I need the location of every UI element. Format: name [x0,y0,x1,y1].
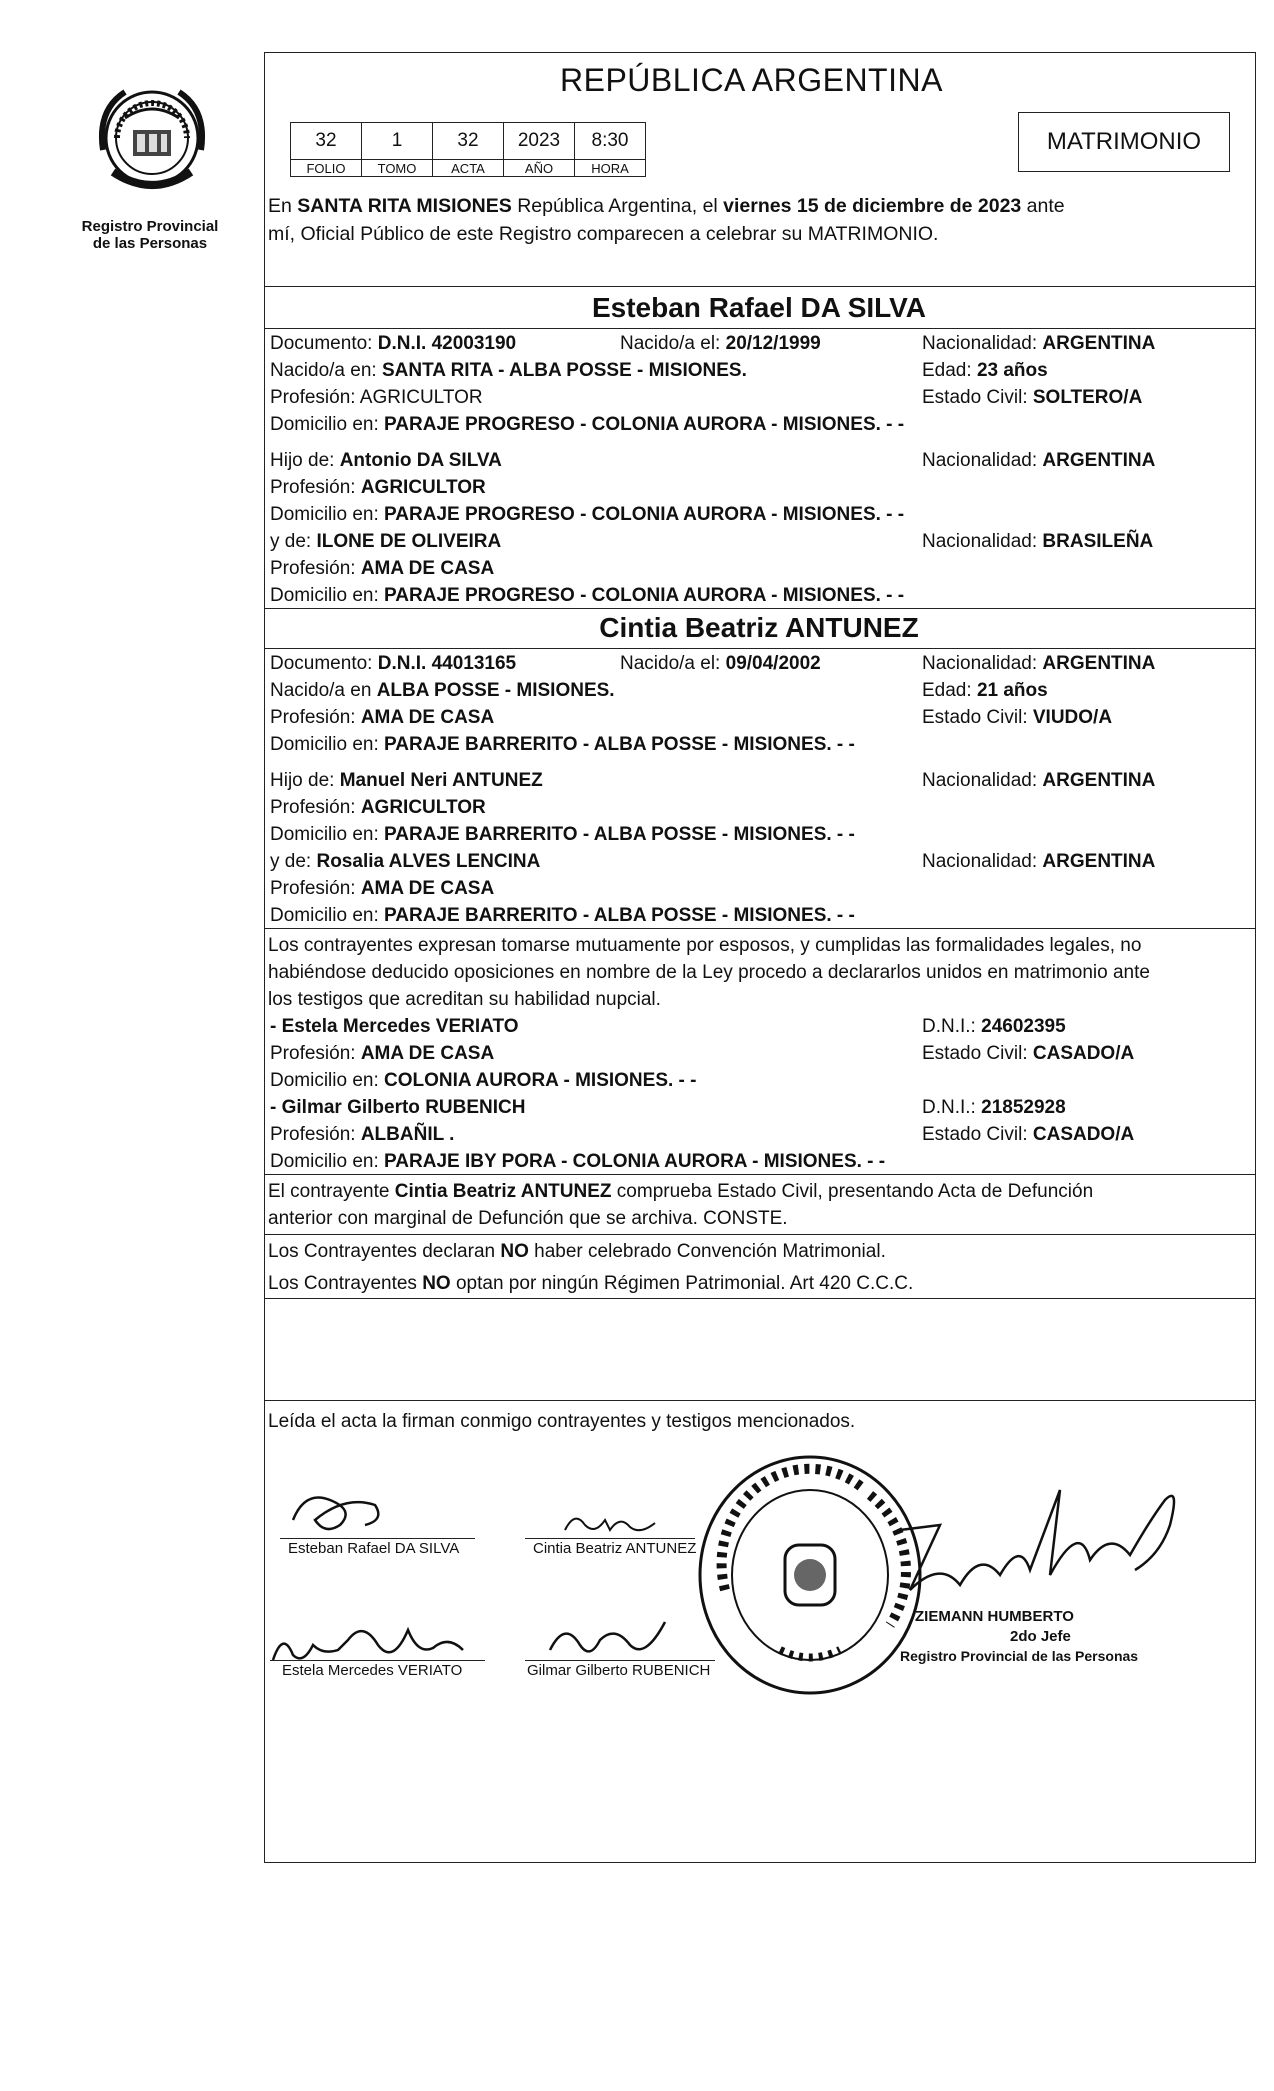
bride-document: Documento: D.N.I. 44013165 [270,653,517,674]
witness1-civil-status: Estado Civil: CASADO/A [922,1043,1135,1064]
anio-label: AÑO [504,160,575,177]
groom-profession: Profesión: AGRICULTOR [270,387,483,408]
witness2-civil-status: Estado Civil: CASADO/A [922,1124,1135,1145]
groom-address: Domicilio en: PARAJE PROGRESO - COLONIA AURORA - MISIONES. - - [270,414,905,435]
officer-name: ZIEMANN HUMBERTO [915,1608,1074,1625]
bride-mother-profession: Profesión: AMA DE CASA [270,878,495,899]
witness1-signature-label: Estela Mercedes VERIATO [282,1662,463,1679]
groom-father: Hijo de: Antonio DA SILVA [270,450,502,471]
registry-caption: Registro Provincial de las Personas [81,218,219,252]
folio-value: 32 [291,123,362,160]
bride-nationality: Nacionalidad: ARGENTINA [922,653,1156,674]
bride-address: Domicilio en: PARAJE BARRERITO - ALBA POSSE - MISIONES. - - [270,734,855,755]
bride-age: Edad: 21 años [922,680,1048,701]
divider [264,1298,1256,1299]
witness2-dni: D.N.I.: 21852928 [922,1097,1066,1118]
officer-signature [880,1480,1190,1620]
anio-value: 2023 [504,123,575,160]
witness2-profession: Profesión: ALBAÑIL . [270,1124,455,1145]
groom-mother-profession: Profesión: AMA DE CASA [270,558,495,579]
bride-father-profession: Profesión: AGRICULTOR [270,797,486,818]
divider [264,1174,1256,1175]
bride-profession: Profesión: AMA DE CASA [270,707,495,728]
bride-birth-date: Nacido/a el: 09/04/2002 [620,653,821,674]
witness1-signature-line [270,1660,485,1661]
witness1-profession: Profesión: AMA DE CASA [270,1043,495,1064]
groom-mother: y de: ILONE DE OLIVEIRA [270,531,502,552]
groom-signature-label: Esteban Rafael DA SILVA [288,1540,460,1557]
divider [264,286,1256,287]
officer-office: Registro Provincial de las Personas [900,1648,1139,1664]
registry-logo [95,80,210,200]
folio-label: FOLIO [291,160,362,177]
groom-name: Esteban Rafael DA SILVA [591,292,926,323]
bride-father-nationality: Nacionalidad: ARGENTINA [922,770,1156,791]
country-title: REPÚBLICA ARGENTINA [560,62,943,98]
groom-father-profession: Profesión: AGRICULTOR [270,477,486,498]
hora-value: 8:30 [575,123,646,160]
witness2-signature [545,1610,675,1665]
witness2-signature-line [525,1660,715,1661]
bride-name: Cintia Beatriz ANTUNEZ [599,612,919,643]
bride-signature-label: Cintia Beatriz ANTUNEZ [533,1540,697,1557]
hora-label: HORA [575,160,646,177]
intro-text: En SANTA RITA MISIONES República Argentina, el viernes 15 de diciembre de 2023 ante mí, Oficial Público de este Registro comparecen a celebrar su MATRIMONIO. [268,195,1065,245]
groom-mother-nationality: Nacionalidad: BRASILEÑA [922,531,1154,552]
witness1-address: Domicilio en: COLONIA AURORA - MISIONES. - - [270,1070,697,1091]
divider [264,928,1256,929]
divider [264,328,1256,329]
groom-father-address: Domicilio en: PARAJE PROGRESO - COLONIA AURORA - MISIONES. - - [270,504,905,525]
bride-mother-nationality: Nacionalidad: ARGENTINA [922,851,1156,872]
groom-mother-address: Domicilio en: PARAJE PROGRESO - COLONIA AURORA - MISIONES. - - [270,585,905,606]
divider [264,1234,1256,1235]
bride-civil-status: Estado Civil: VIUDO/A [922,707,1113,728]
divider [264,1400,1256,1401]
bride-birthplace: Nacido/a en ALBA POSSE - MISIONES. [270,680,615,701]
groom-age: Edad: 23 años [922,360,1048,381]
witness1-dni: D.N.I.: 24602395 [922,1016,1066,1037]
groom-signature-line [280,1538,475,1539]
groom-birthplace: Nacido/a en: SANTA RITA - ALBA POSSE - MISIONES. [270,360,747,381]
witness2-name: - Gilmar Gilberto RUBENICH [270,1097,526,1118]
closing-text: Leída el acta la firman conmigo contrayentes y testigos mencionados. [268,1411,856,1432]
divider [264,608,1256,609]
groom-nationality: Nacionalidad: ARGENTINA [922,333,1156,354]
witness1-signature [268,1610,483,1670]
groom-civil-status: Estado Civil: SOLTERO/A [922,387,1143,408]
record-numbers-table [290,122,646,177]
convention-text: Los Contrayentes declaran NO haber celebrado Convención Matrimonial. Los Contrayentes NO optan por ningún Régimen Patrimonial. Art 420 C.C.C. [268,1241,914,1294]
tomo-value: 1 [362,123,433,160]
record-type-box: MATRIMONIO [1018,112,1230,172]
acta-label: ACTA [433,160,504,177]
bride-father-address: Domicilio en: PARAJE BARRERITO - ALBA POSSE - MISIONES. - - [270,824,855,845]
divider [264,648,1256,649]
declaration-text: Los contrayentes expresan tomarse mutuamente por esposos, y cumplidas las formalidades legales, no habiéndose deducido oposiciones en nombre de la Ley procedo a declararlos unidos en matrimonio ante los testigos que acreditan su habilidad nupcial. [268,935,1150,1010]
officer-title: 2do Jefe [1010,1628,1071,1645]
bride-signature-line [525,1538,695,1539]
groom-signature [285,1480,395,1540]
witness2-signature-label: Gilmar Gilberto RUBENICH [527,1662,711,1679]
bride-father: Hijo de: Manuel Neri ANTUNEZ [270,770,543,791]
witness2-address: Domicilio en: PARAJE IBY PORA - COLONIA AURORA - MISIONES. - - [270,1151,886,1172]
groom-document: Documento: D.N.I. 42003190 [270,333,517,354]
bride-signature [560,1505,670,1540]
bride-mother-address: Domicilio en: PARAJE BARRERITO - ALBA POSSE - MISIONES. - - [270,905,855,926]
groom-birth-date: Nacido/a el: 20/12/1999 [620,333,821,354]
tomo-label: TOMO [362,160,433,177]
civil-status-note: El contrayente Cintia Beatriz ANTUNEZ comprueba Estado Civil, presentando Acta de Defunción anterior con marginal de Defunción que se archiva. CONSTE. [268,1181,1094,1229]
acta-value: 32 [433,123,504,160]
witness1-name: - Estela Mercedes VERIATO [270,1016,519,1037]
groom-father-nationality: Nacionalidad: ARGENTINA [922,450,1156,471]
bride-mother: y de: Rosalia ALVES LENCINA [270,851,541,872]
